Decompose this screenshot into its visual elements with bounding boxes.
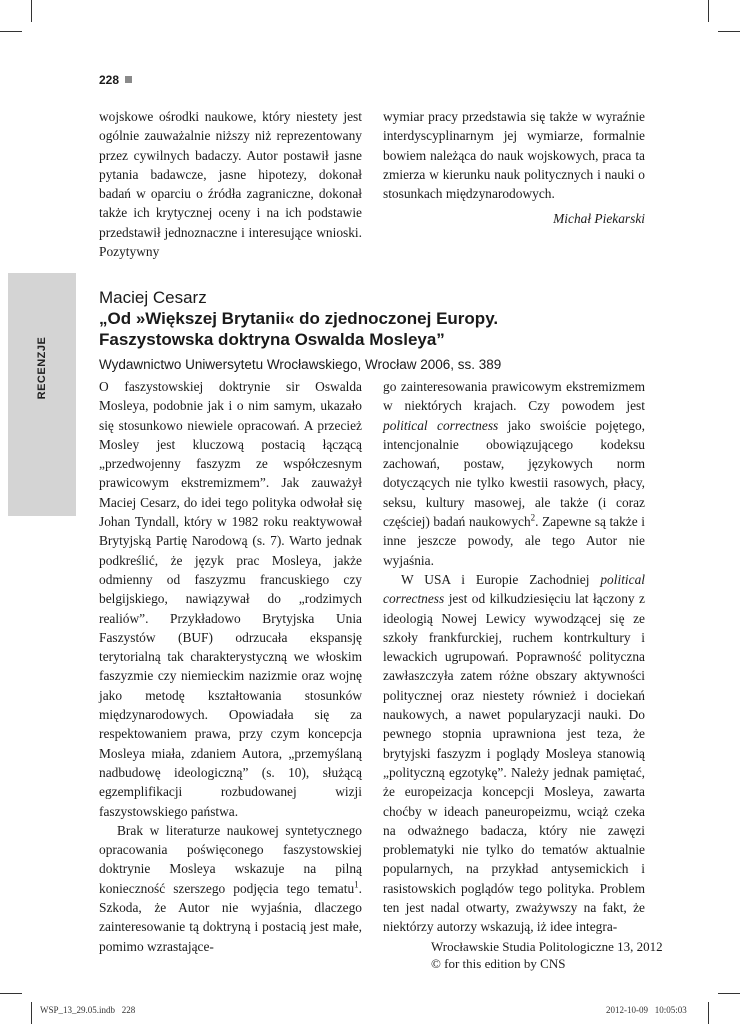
body-paragraph: O faszystowskiej doktrynie sir Oswalda Mosleya, podobnie jak i o nim samym, ukazało się stosunkowo niewiele opracowań. A przecież Mosley jest kluczową postacią łączącą „przedwojenny faszyzm ze współczesnym prawicowym ekstremizmem”. Jak zauważył Maciej Cesarz, do idei tego polityka odwołał się Johan Tyndall, który w 1982 roku reaktywował Brytyjską Partię Narodową (s. 7). Warto jednak podkreślić, że język prac Mosleya, jakże odmienny od faszyzmu francuskiego czy belgijskiego, nawiązywał do „rodzimych realiów”. Przykładowo Brytyjska Unia Faszystów (BUF) odrzucała ekspansję terytorialną tak charakterystyczną we włoskim faszyzmie czy niemieckim nazizmie oraz wojnę jako metodę kształtowania stosunków międzynarodowych. Opowiadała się za respektowaniem prawa, przy czym koncepcja Mosleya miała, zdaniem Autora, „przemyślaną nadbudowę ideologiczną” (s. 10), służącą egzemplifikacji rozbudowanej wizji faszystowskiego państwa. [99, 379, 362, 819]
text-run: jako swoiście pojętego, intencjonalnie obowiązującego kodeksu zachowań, postaw, językowych norm dotyczących nie tylko kwestii rasowych, płacy, seksu, kultury masowej, ale także (i coraz częściej) badań naukowych [383, 417, 646, 530]
body-paragraph [383, 570, 645, 937]
prev-review-paragraph: wymiar pracy przedstawia się także w wyraźnie interdyscyplinarnym jej wymiarze, formalnie bowiem należąca do nauk wojskowych, praca ta zmierza w kierunku nauk politycznych i nauki o stosunkach międzynarodowych. [383, 109, 645, 202]
footnote-ref: 1 [354, 879, 359, 890]
book-title-line: „Od »Większej Brytanii« do zjednoczonej Europy. [99, 309, 499, 328]
print-slug-file: WSP_13_29.05.indb 228 [40, 1005, 136, 1015]
text-run: go zainteresowania prawicowym ekstremizmem w niektórych krajach. Czy powodem jest [383, 379, 645, 414]
section-sidebar-label [8, 273, 76, 516]
body-right-column [383, 377, 645, 937]
crop-mark [708, 0, 709, 22]
prev-review-right-column [383, 107, 645, 229]
body-paragraph [99, 821, 362, 956]
italic-term: political correctness [383, 417, 499, 433]
crop-mark [0, 993, 22, 994]
text-run: . Szkoda, że Autor nie wyjaśnia, dlaczego zainteresowanie tą doktryną i postacią jest małe, pomimo wzrastające- [99, 880, 362, 954]
review-header [99, 287, 659, 375]
square-marker-icon [125, 76, 132, 83]
book-author: Maciej Cesarz [99, 288, 207, 307]
page-number-text: 228 [99, 73, 120, 87]
journal-name: Wrocławskie Studia Politologiczne 13, 2012 [431, 939, 663, 954]
page-number [99, 73, 132, 87]
crop-mark [708, 1002, 709, 1024]
crop-mark [718, 993, 740, 994]
section-label: RECENZJE [36, 336, 48, 400]
book-publisher: Wydawnictwo Uniwersytetu Wrocławskiego, Wrocław 2006, ss. 389 [99, 357, 502, 372]
italic-term: political correctness [383, 571, 645, 607]
prev-review-paragraph: wojskowe ośrodki naukowe, który niestety jest ogólnie zauważalnie niższy niż reprezentowany przez cywilnych badaczy. Autor postawił jasne pytania badawcze, jasne hipotezy, dokonał badań w oparciu o źródła zagraniczne, dokonał także ich krytycznej oceny i na ich podstawie przedstawił jednoznaczne i interesujące wnioski. Pozytywny [99, 109, 362, 260]
journal-footer [431, 938, 663, 972]
text-run: jest od kilkudziesięciu lat łączony z ideologią Nowej Lewicy wywodzącej się ze szkoły frankfurckiej, ruchem kontrkultury i lewackich ugrupowań. Poprawność polityczna zawłaszczyła zatem różne obszary aktywności politycznej oraz niestety również i dociekań naukowych, a nawet popularyzacji nauki. Do pewnego stopnia uprawniona jest teza, że brytyjski faszyzm i poglądy Mosleya stanowią „polityczną egzotykę”. Należy jednak pamiętać, że europeizacja koncepcji Mosleya, zawarta choćby w ideach paneuropeizmu, wciąż czeka na odważnego badacza, który nie zawęzi problematyki nie tylko do tematów aktualnie popularnych, na przykład antysemickich i rasistowskich poglądów tego polityka. Problem ten jest nadal otwarty, zważywszy na fakt, że niektórzy autorzy wskazują, iż idee integra- [383, 591, 645, 935]
body-left-column [99, 377, 362, 956]
reviewer-signature: Michał Piekarski [553, 211, 645, 227]
body-paragraph [383, 377, 645, 570]
book-title-line: Faszystowska doktryna Oswalda Mosleya” [99, 330, 445, 349]
crop-mark [718, 31, 740, 32]
prev-review-left-column [99, 107, 362, 261]
text-run: . Zapewne są także i inne jeszcze powody, ale tego Autor nie wyjaśnia. [383, 514, 645, 568]
crop-mark [31, 0, 32, 22]
text-run: W USA i Europie Zachodniej [401, 571, 601, 587]
text-run: Brak w literaturze naukowej syntetycznego opracowania poświęconego faszystowskiej doktrynie Mosleya wskazuje na pilną konieczność szerszego podjęcia tego tematu [99, 822, 362, 896]
footnote-ref: 2 [530, 512, 536, 523]
crop-mark [0, 31, 22, 32]
print-slug-timestamp: 2012-10-09 10:05:03 [606, 1005, 687, 1015]
crop-mark [31, 1002, 32, 1024]
copyright-line: © for this edition by CNS [431, 956, 566, 971]
